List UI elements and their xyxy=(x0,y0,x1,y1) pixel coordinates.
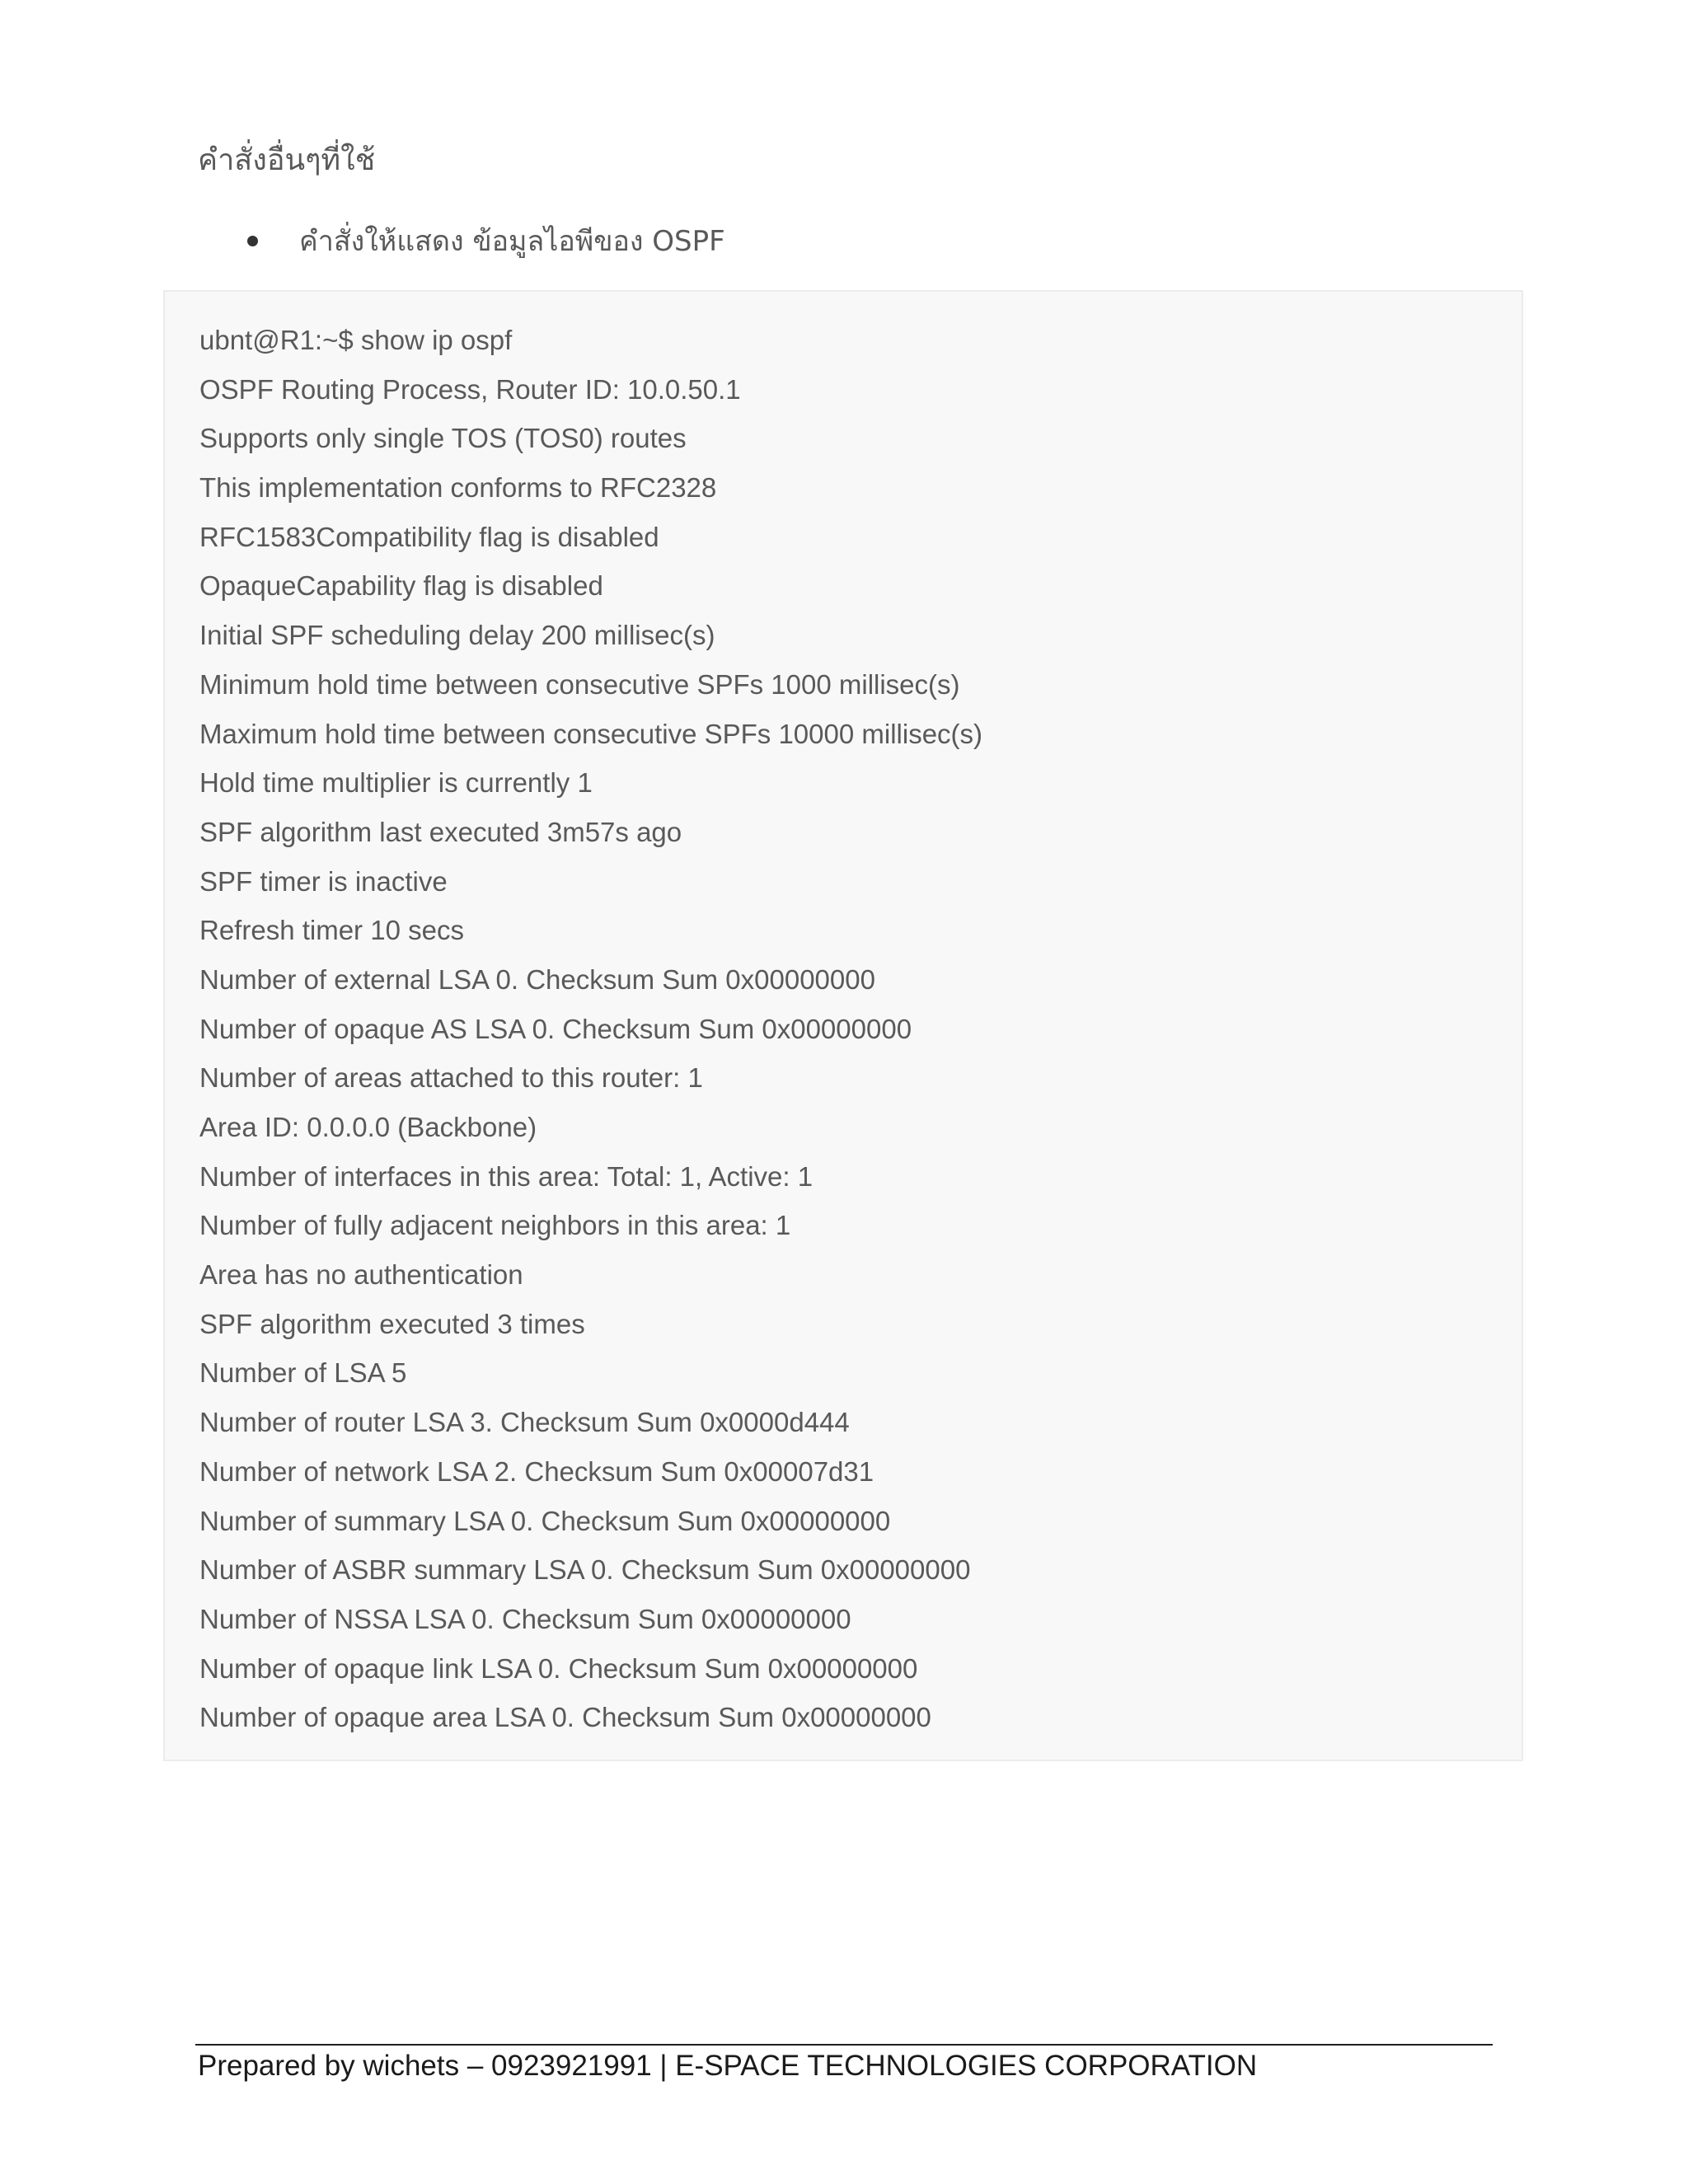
output-line: Number of interfaces in this area: Total: 1, Active: 1 xyxy=(199,1160,814,1192)
output-line: Number of fully adjacent neighbors in this area: 1 xyxy=(199,1210,791,1241)
output-line: Number of opaque AS LSA 0. Checksum Sum 0x00000000 xyxy=(199,1013,912,1044)
output-line: Area ID: 0.0.0.0 (Backbone) xyxy=(199,1112,537,1142)
output-line: Initial SPF scheduling delay 200 millisec(s) xyxy=(199,620,715,651)
output-line: Number of LSA 5 xyxy=(199,1357,407,1389)
output-line: Maximum hold time between consecutive SPFs 10000 millisec(s) xyxy=(199,718,983,749)
output-line: Number of summary LSA 0. Checksum Sum 0x00000000 xyxy=(199,1505,891,1536)
command-output-lines xyxy=(199,326,982,1753)
output-line: Number of opaque area LSA 0. Checksum Sum 0x00000000 xyxy=(199,1702,931,1733)
output-line: Hold time multiplier is currently 1 xyxy=(199,767,593,799)
bullet-item xyxy=(247,218,725,263)
output-line: Number of router LSA 3. Checksum Sum 0x0000d444 xyxy=(199,1407,850,1438)
section-heading: คำสั่งอื่นๆที่ใช้ xyxy=(198,143,376,177)
output-line: Area has no authentication xyxy=(199,1259,523,1291)
output-line: Number of opaque link LSA 0. Checksum Sum 0x00000000 xyxy=(199,1652,918,1684)
footer-divider xyxy=(195,2044,1493,2046)
output-line: Supports only single TOS (TOS0) routes xyxy=(199,423,687,454)
output-line: RFC1583Compatibility flag is disabled xyxy=(199,521,659,552)
page-footer: Prepared by wichets – 0923921991 | E-SPACE TECHNOLOGIES CORPORATION xyxy=(198,2050,1258,2082)
output-line: ubnt@R1:~$ show ip ospf xyxy=(199,325,513,355)
output-line: Number of external LSA 0. Checksum Sum 0x00000000 xyxy=(199,963,875,995)
output-line: Number of areas attached to this router: 1 xyxy=(199,1062,703,1094)
output-line: SPF algorithm executed 3 times xyxy=(199,1308,585,1339)
output-line: OpaqueCapability flag is disabled xyxy=(199,570,603,602)
bullet-icon xyxy=(247,236,258,246)
output-line: Number of NSSA LSA 0. Checksum Sum 0x00000000 xyxy=(199,1603,851,1634)
output-line: Number of network LSA 2. Checksum Sum 0x00007d31 xyxy=(199,1455,874,1487)
output-line: This implementation conforms to RFC2328 xyxy=(199,472,717,504)
output-line: Number of ASBR summary LSA 0. Checksum Sum 0x00000000 xyxy=(199,1554,971,1586)
output-line: SPF algorithm last executed 3m57s ago xyxy=(199,816,682,847)
output-line: SPF timer is inactive xyxy=(199,865,448,897)
output-line: OSPF Routing Process, Router ID: 10.0.50.1 xyxy=(199,373,741,405)
output-line: Refresh timer 10 secs xyxy=(199,915,464,946)
output-line: Minimum hold time between consecutive SPFs 1000 millisec(s) xyxy=(199,668,960,700)
command-output-box xyxy=(163,290,1523,1761)
bullet-text: คำสั่งให้แสดง ข้อมูลไอพีของ OSPF xyxy=(299,225,725,258)
